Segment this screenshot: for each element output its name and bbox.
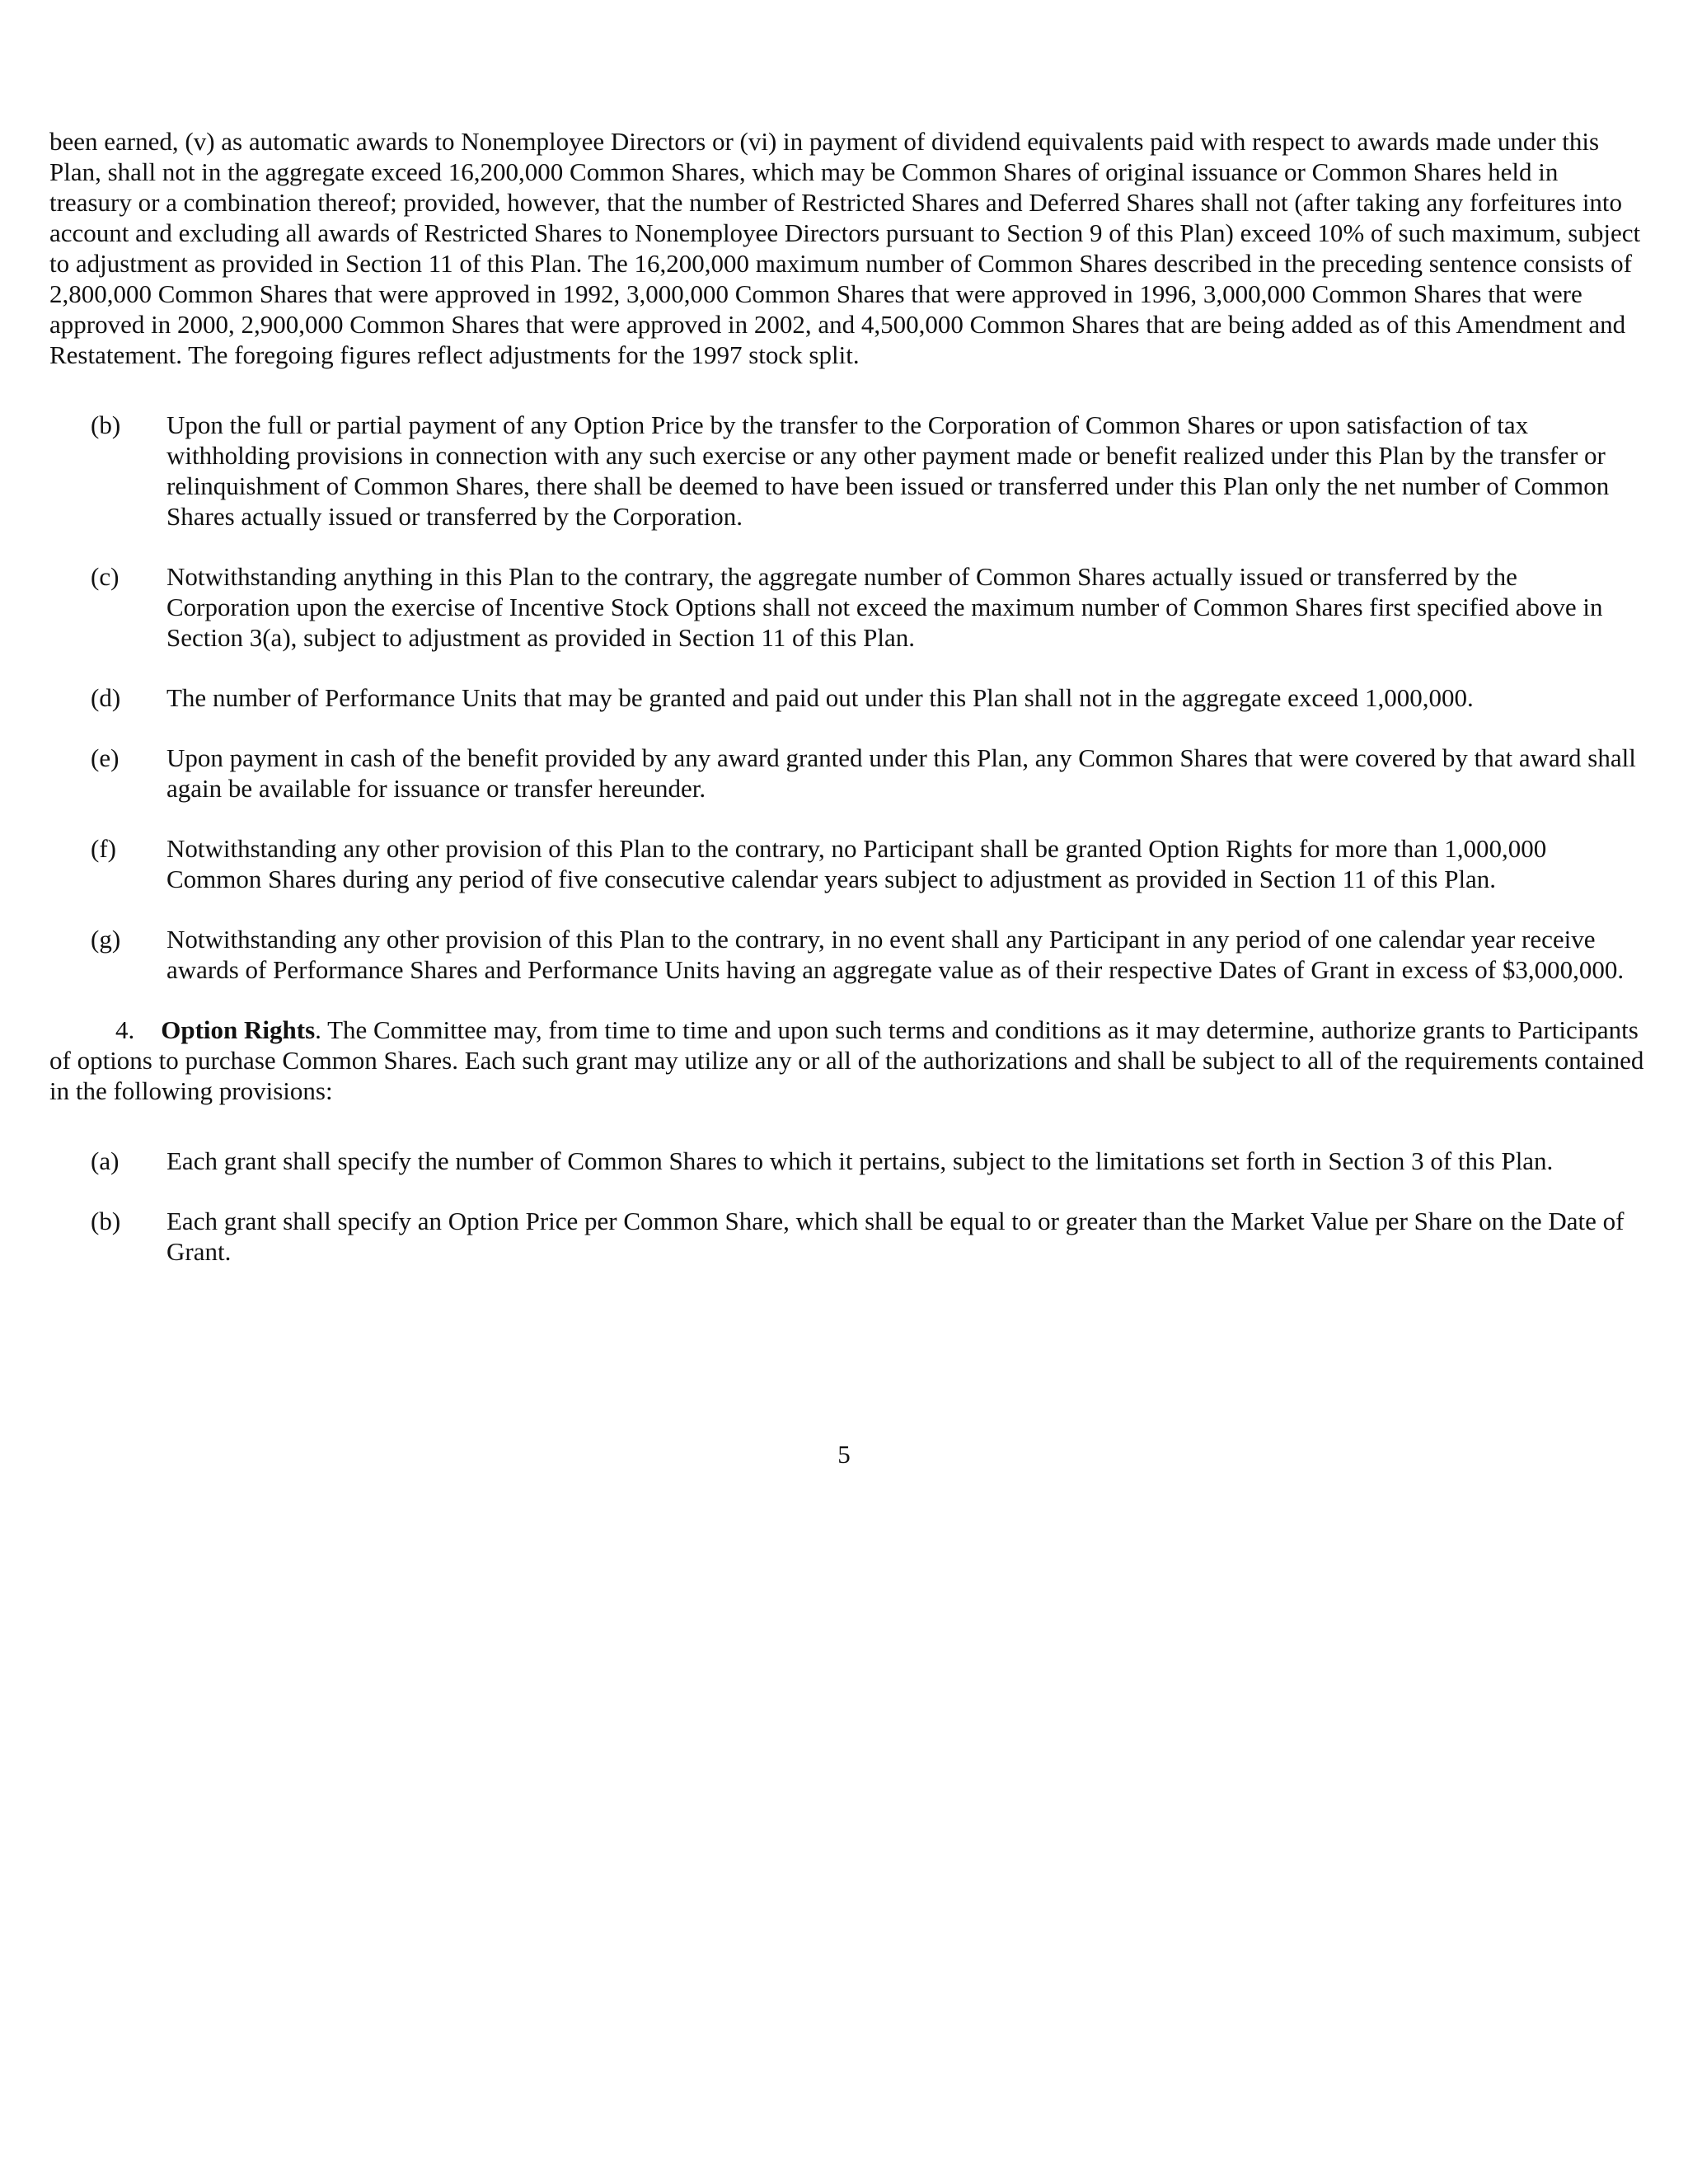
item-text: The number of Performance Units that may be granted and paid out under this Plan shall not in the aggregate exceed 1,000,000. [166,683,1474,712]
item-text: Upon payment in cash of the benefit provided by any award granted under this Plan, any Common Shares that were covered by that award shall again be available for issuance or transfer hereunder. [166,743,1636,803]
list-item [49,561,1644,653]
section-number: 4. [115,1015,135,1044]
document-page [49,126,1644,1296]
section4-list [49,1146,1644,1267]
item-label: (b) [91,1207,121,1235]
item-label: (a) [91,1146,120,1175]
list-item [49,410,1644,532]
item-label: (f) [91,834,116,863]
item-text: Each grant shall specify the number of Common Shares to which it pertains, subject to the limitations set forth in Section 3 of this Plan. [166,1146,1554,1175]
item-text: Notwithstanding anything in this Plan to the contrary, the aggregate number of Common Shares actually issued or transferred by the Corporation upon the exercise of Incentive Stock Options shall not exceed the maximum number of Common Shares first specified above in Section 3(a), subject to adjustment as provided in Section 11 of this Plan. [166,562,1603,652]
item-text: Notwithstanding any other provision of this Plan to the contrary, in no event shall any Participant in any period of one calendar year receive awards of Performance Shares and Performance Units having an aggregate value as of their respective Dates of Grant in excess of $3,000,000. [166,925,1625,984]
opening-paragraph: been earned, (v) as automatic awards to Nonemployee Directors or (vi) in payment of dividend equivalents paid with respect to awards made under this Plan, shall not in the aggregate exceed 16,200,000 Common Shares, which may be Common Shares of original issuance or Common Shares held in treasury or a combination thereof; provided, however, that the number of Restricted Shares and Deferred Shares shall not (after taking any forfeitures into account and excluding all awards of Restricted Shares to Nonemployee Directors pursuant to Section 9 of this Plan) exceed 10% of such maximum, subject to adjustment as provided in Section 11 of this Plan. The 16,200,000 maximum number of Common Shares described in the preceding sentence consists of 2,800,000 Common Shares that were approved in 1992, 3,000,000 Common Shares that were approved in 1996, 3,000,000 Common Shares that were approved in 2000, 2,900,000 Common Shares that were approved in 2002, and 4,500,000 Common Shares that are being added as of this Amendment and Restatement. The foregoing figures reflect adjustments for the 1997 stock split. [49,127,1641,369]
item-label: (d) [91,683,121,712]
list-item [49,743,1644,804]
section-title: Option Rights [161,1015,316,1044]
section-body: . The Committee may, from time to time and upon such terms and conditions as it may determine, authorize grants to Participants of options to purchase Common Shares. Each such grant may utilize any or all of the authorizations and shall be subject to all of the requirements contained in the following provisions: [49,1015,1644,1105]
list-item [49,1146,1644,1176]
item-label: (e) [91,743,120,772]
page-number: 5 [837,1440,851,1469]
item-text: Notwithstanding any other provision of this Plan to the contrary, no Participant shall be granted Option Rights for more than 1,000,000 Common Shares during any period of five consecutive calendar years subject to adjustment as provided in Section 11 of this Plan. [166,834,1547,893]
list-item [49,833,1644,894]
list-item [49,1206,1644,1267]
list-item [49,682,1644,713]
list-item [49,924,1644,985]
section3-list [49,410,1644,985]
item-text: Upon the full or partial payment of any Option Price by the transfer to the Corporation of Common Shares or upon satisfaction of tax withholding provisions in connection with any such exercise or any other payment made or benefit realized under this Plan by the transfer or relinquishment of Common Shares, there shall be deemed to have been issued or transferred under this Plan only the net number of Common Shares actually issued or transferred by the Corporation. [166,410,1610,531]
item-label: (c) [91,562,120,591]
item-label: (g) [91,925,121,954]
item-text: Each grant shall specify an Option Price per Common Share, which shall be equal to or greater than the Market Value per Share on the Date of Grant. [166,1207,1625,1266]
section-4-paragraph [49,1015,1644,1106]
item-label: (b) [91,410,121,439]
